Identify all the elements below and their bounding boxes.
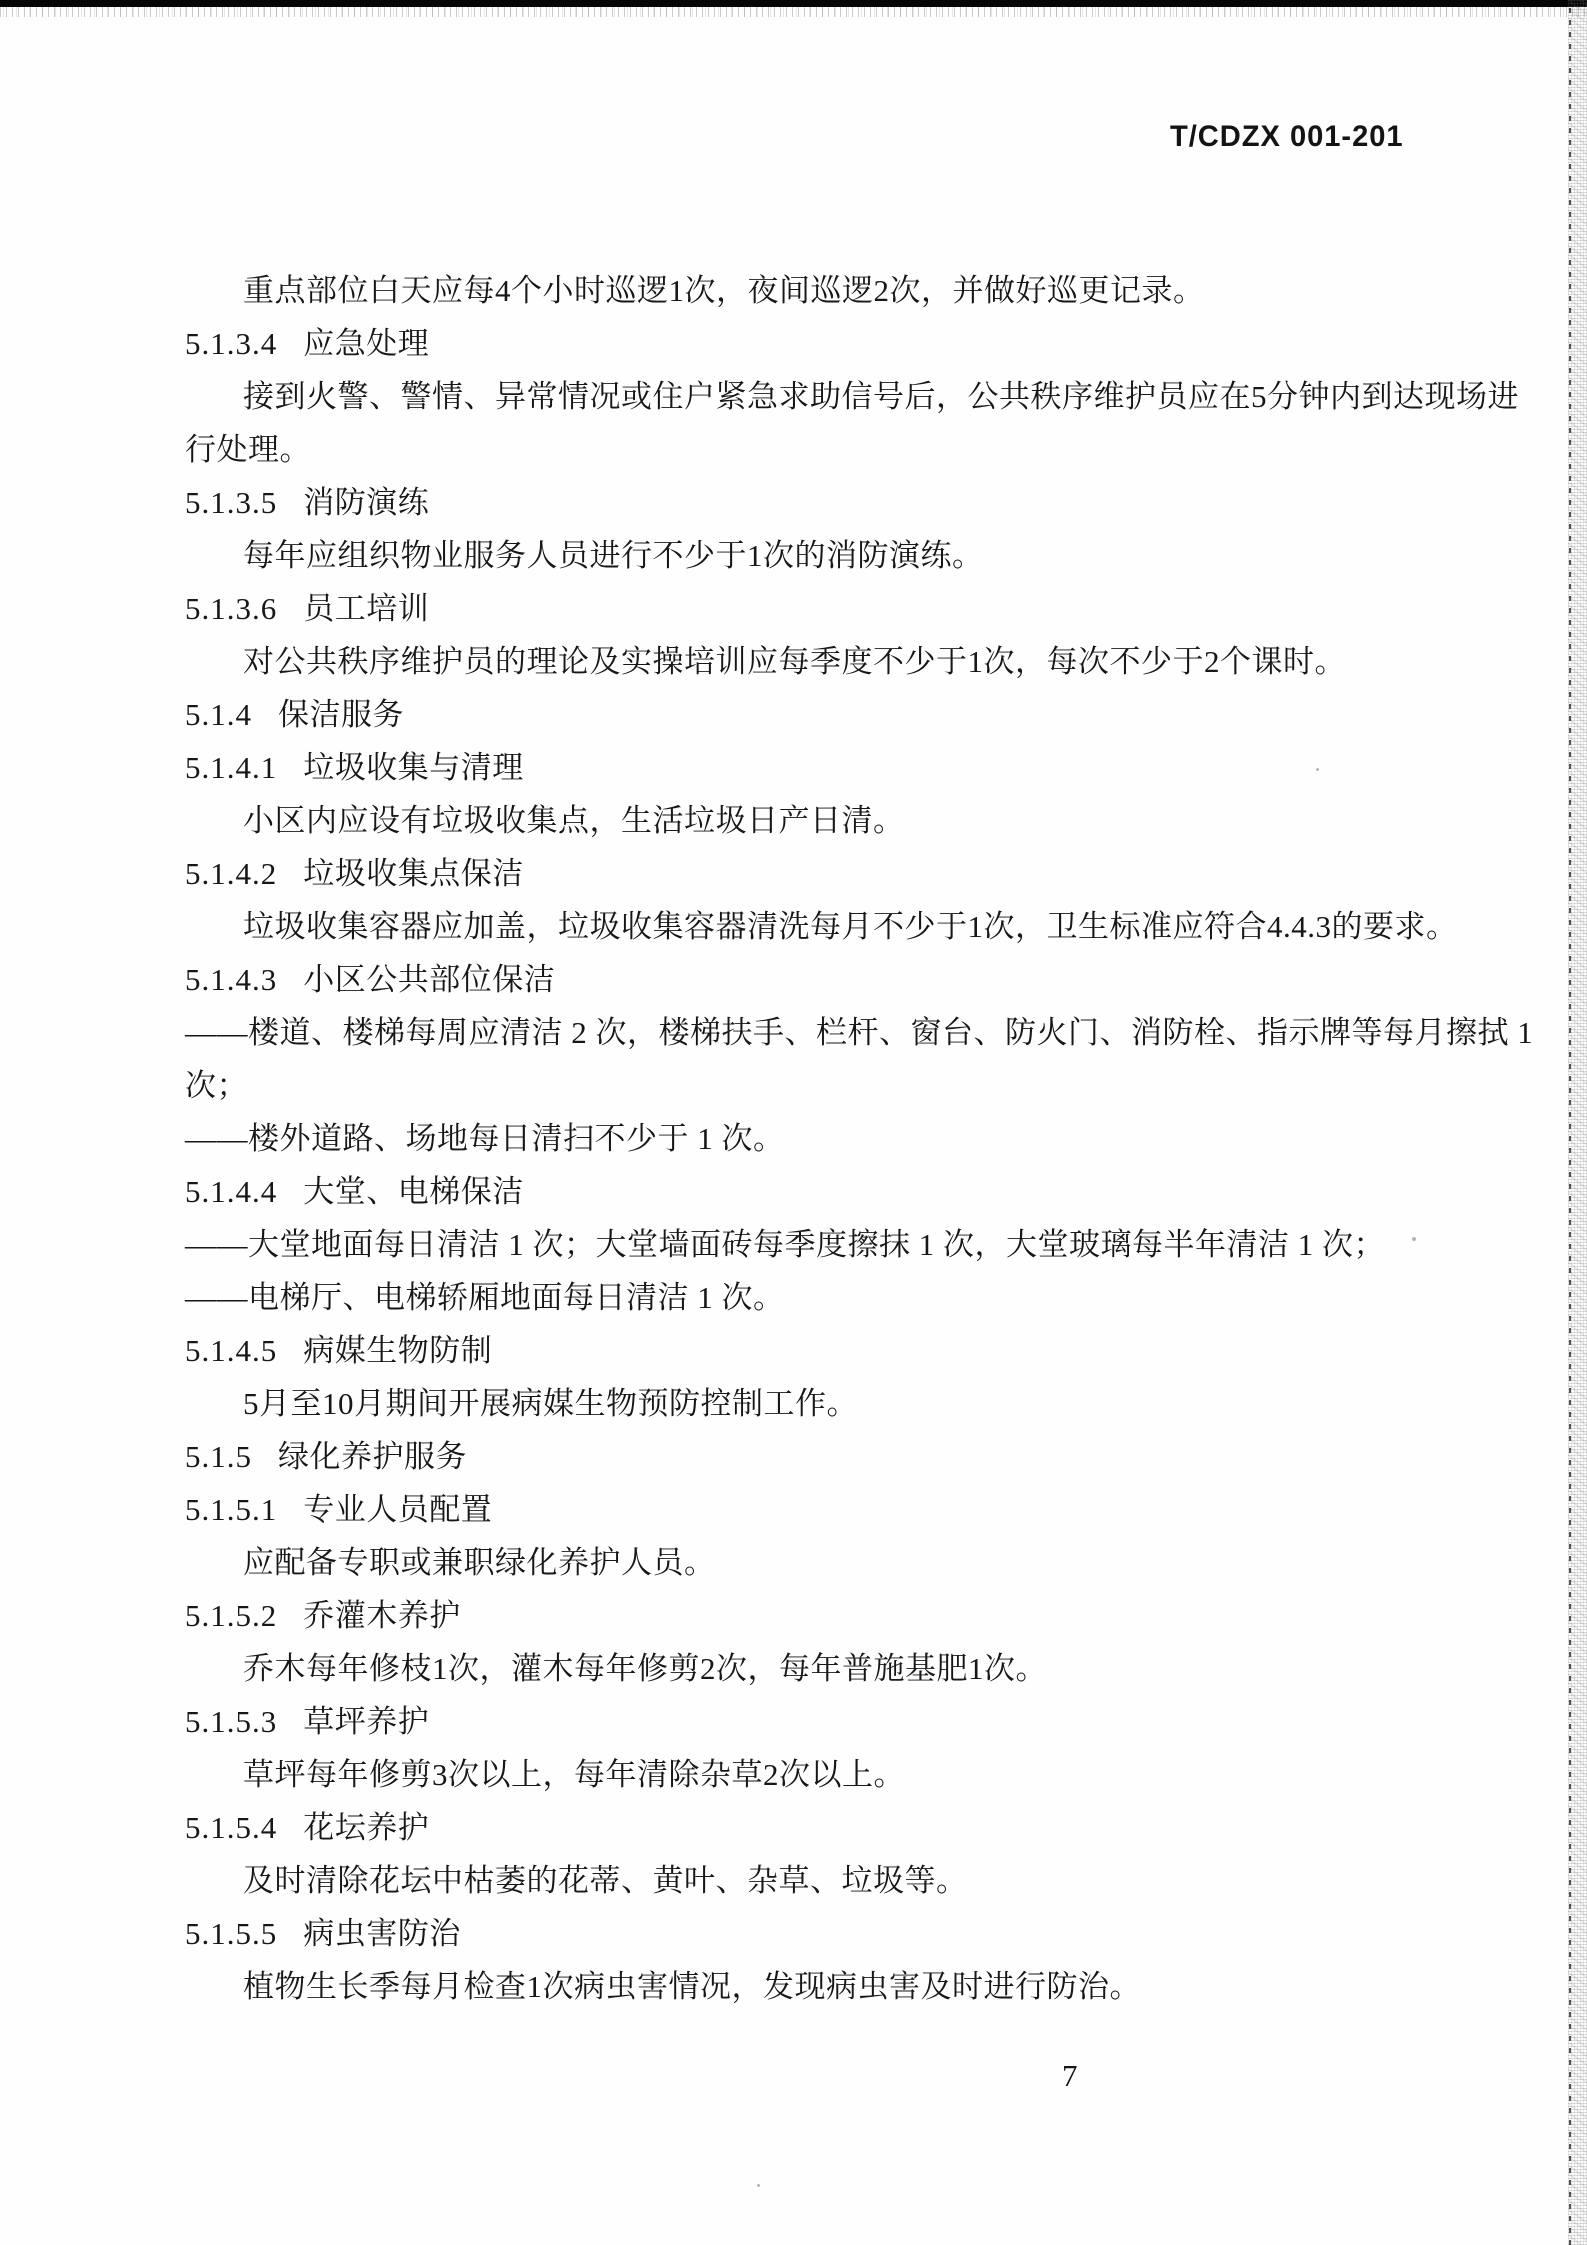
clause-number: 5.1.3.6	[185, 591, 278, 626]
paragraph-line: 次；	[185, 1068, 248, 1103]
clause-title: 消防演练	[303, 485, 430, 520]
standard-code-header: T/CDZX 001-201	[1170, 120, 1404, 153]
paragraph-line: 对公共秩序维护员的理论及实操培训应每季度不少于1次，每次不少于2个课时。	[243, 644, 1346, 679]
clause-title: 乔灌木养护	[303, 1598, 461, 1633]
clause-number: 5.1.5.4	[185, 1810, 278, 1845]
paragraph-line: 重点部位白天应每4个小时巡逻1次，夜间巡逻2次，并做好巡更记录。	[243, 273, 1205, 308]
paragraph-line: 乔木每年修枝1次，灌木每年修剪2次，每年普施基肥1次。	[243, 1651, 1047, 1686]
scan-right-edge-noise	[1568, 0, 1587, 2245]
paragraph-line: 应配备专职或兼职绿化养护人员。	[243, 1545, 716, 1580]
clause-heading	[185, 847, 1505, 900]
clause-heading	[185, 1165, 1505, 1218]
paragraph-line: 植物生长季每月检查1次病虫害情况，发现病虫害及时进行防治。	[243, 1969, 1141, 2004]
clause-title: 垃圾收集与清理	[303, 750, 524, 785]
paragraph-line: 每年应组织物业服务人员进行不少于1次的消防演练。	[243, 538, 984, 573]
clause-number: 5.1.5.3	[185, 1704, 278, 1739]
clause-number: 5.1.5.5	[185, 1916, 278, 1951]
clause-number: 5.1.4.2	[185, 856, 278, 891]
clause-number: 5.1.5.2	[185, 1598, 278, 1633]
clause-title: 专业人员配置	[303, 1492, 493, 1527]
clause-title: 小区公共部位保洁	[303, 962, 556, 997]
dash-list-line: ——电梯厅、电梯轿厢地面每日清洁 1 次。	[185, 1280, 785, 1315]
clause-number: 5.1.4	[185, 697, 252, 732]
dash-list-line: ——楼道、楼梯每周应清洁 2 次，楼梯扶手、栏杆、窗台、防火门、消防栓、指示牌等每月擦拭 1	[185, 1015, 1534, 1050]
clause-heading	[185, 476, 1505, 529]
paragraph-line: 及时清除花坛中枯萎的花蒂、黄叶、杂草、垃圾等。	[243, 1863, 968, 1898]
paragraph-line: 接到火警、警情、异常情况或住户紧急求助信号后，公共秩序维护员应在5分钟内到达现场进	[243, 379, 1519, 414]
clause-heading	[185, 582, 1505, 635]
document-lines	[185, 264, 1534, 2013]
clause-number: 5.1.3.5	[185, 485, 278, 520]
scan-top-noise	[0, 7, 1587, 17]
clause-number: 5.1.5.1	[185, 1492, 278, 1527]
clause-heading	[185, 1589, 1505, 1642]
clause-number: 5.1.4.3	[185, 962, 278, 997]
clause-number: 5.1.4.4	[185, 1174, 278, 1209]
clause-heading	[185, 1695, 1505, 1748]
clause-heading	[185, 1801, 1505, 1854]
clause-number: 5.1.4.1	[185, 750, 278, 785]
page-number: 7	[1062, 2058, 1078, 2093]
clause-title: 大堂、电梯保洁	[303, 1174, 524, 1209]
clause-title: 草坪养护	[303, 1704, 430, 1739]
clause-title: 应急处理	[303, 326, 430, 361]
clause-title: 垃圾收集点保洁	[303, 856, 524, 891]
paragraph-line: 5月至10月期间开展病媒生物预防控制工作。	[243, 1386, 858, 1421]
clause-title: 员工培训	[303, 591, 430, 626]
scan-top-bar	[0, 0, 1587, 7]
clause-title: 病媒生物防制	[303, 1333, 493, 1368]
paragraph-line: 草坪每年修剪3次以上，每年清除杂草2次以上。	[243, 1757, 905, 1792]
scan-speck	[1412, 1237, 1416, 1241]
clause-number: 5.1.3.4	[185, 326, 278, 361]
clause-heading	[185, 741, 1505, 794]
clause-heading	[185, 688, 1505, 741]
clause-heading	[185, 1907, 1505, 1960]
clause-title: 病虫害防治	[303, 1916, 461, 1951]
clause-heading	[185, 1430, 1505, 1483]
paragraph-line: 行处理。	[185, 432, 311, 467]
clause-title: 保洁服务	[278, 697, 404, 732]
clause-number: 5.1.5	[185, 1439, 252, 1474]
paragraph-line: 垃圾收集容器应加盖，垃圾收集容器清洗每月不少于1次，卫生标准应符合4.4.3的要求。	[243, 909, 1458, 944]
paragraph-line: 小区内应设有垃圾收集点，生活垃圾日产日清。	[243, 803, 905, 838]
clause-heading	[185, 317, 1505, 370]
clause-heading	[185, 1324, 1505, 1377]
clause-heading	[185, 1483, 1505, 1536]
scan-speck	[1316, 768, 1319, 771]
dash-list-line: ——楼外道路、场地每日清扫不少于 1 次。	[185, 1121, 785, 1156]
clause-title: 绿化养护服务	[278, 1439, 467, 1474]
clause-title: 花坛养护	[303, 1810, 430, 1845]
dash-list-line: ——大堂地面每日清洁 1 次；大堂墙面砖每季度擦抹 1 次，大堂玻璃每半年清洁 1 次；	[185, 1227, 1385, 1262]
clause-number: 5.1.4.5	[185, 1333, 278, 1368]
clause-heading	[185, 953, 1505, 1006]
scan-speck	[757, 2184, 760, 2187]
